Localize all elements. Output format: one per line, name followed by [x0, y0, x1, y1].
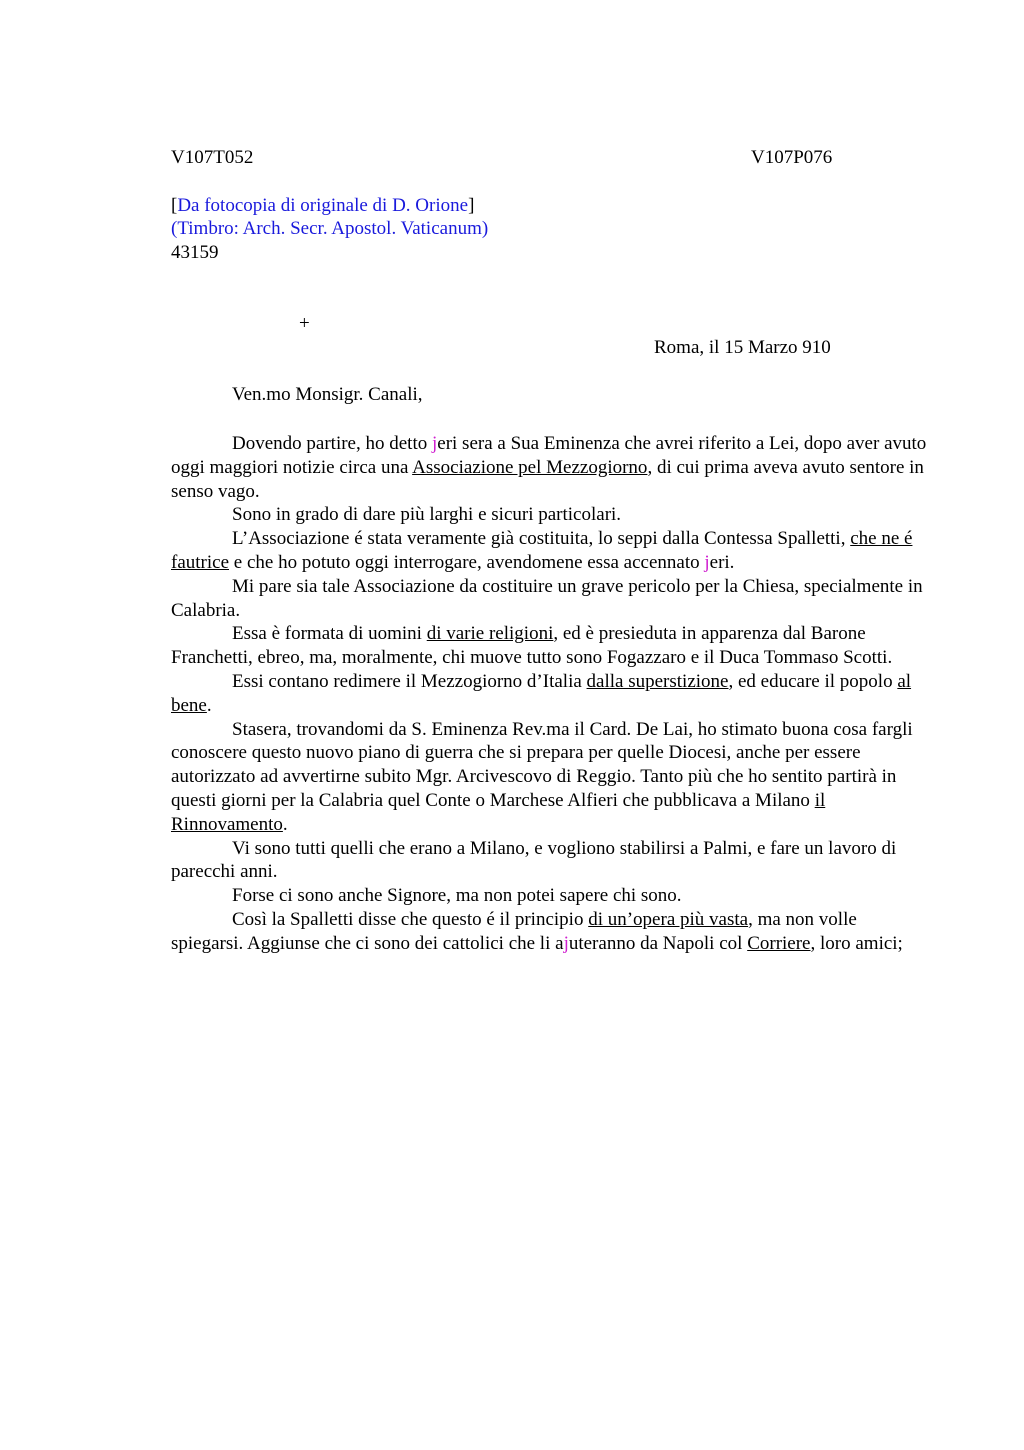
underlined-phrase: Corriere — [747, 932, 811, 954]
paragraph-6: Essi contano redimere il Mezzogiorno d’Italia dalla superstizione, ed educare il popolo al bene. — [171, 670, 912, 716]
archive-number: 43159 — [171, 242, 219, 263]
underlined-phrase: di un’opera più vasta — [588, 908, 749, 930]
cross-symbol: + — [299, 313, 310, 334]
letter-body — [171, 432, 927, 956]
document-reference-left: V107T052 — [171, 147, 254, 168]
stamp-note: (Timbro: Arch. Secr. Apostol. Vaticanum) — [171, 218, 489, 239]
source-note — [171, 195, 474, 217]
source-note-open-bracket: [ — [171, 195, 178, 216]
underlined-phrase: Associazione pel Mezzogiorno — [412, 456, 648, 478]
paragraph-2: Sono in grado di dare più larghi e sicuri particolari. — [232, 504, 622, 526]
underlined-phrase: dalla superstizione — [586, 670, 729, 692]
paragraph-4: Mi pare sia tale Associazione da costituire un grave pericolo per la Chiesa, specialmente in Calabria. — [171, 575, 923, 621]
paragraph-3: L’Associazione é stata veramente già costituita, lo seppi dalla Contessa Spalletti, che ne é fautrice e che ho potuto oggi interrogare, avendomene essa accennato jeri. — [171, 528, 913, 573]
variant-letter: j — [431, 433, 438, 454]
paragraph-8: Vi sono tutti quelli che erano a Milano, e vogliono stabilirsi a Palmi, e fare un lavoro di parecchi anni. — [171, 837, 897, 883]
date-line: Roma, il 15 Marzo 910 — [654, 337, 831, 358]
paragraph-9: Forse ci sono anche Signore, ma non potei sapere chi sono. — [232, 885, 682, 907]
paragraph-5: Essa è formata di uomini di varie religioni, ed è presieduta in apparenza dal Barone Franchetti, ebreo, ma, moralmente, chi muove tutto sono Fogazzaro e il Duca Tommaso Scotti. — [171, 623, 893, 669]
underlined-phrase: di varie religioni — [426, 623, 554, 645]
underlined-phrase: il Rinnovamento — [171, 789, 826, 835]
underlined-phrase: che ne é fautrice — [171, 528, 913, 573]
source-note-close-bracket: ] — [468, 195, 475, 216]
salutation: Ven.mo Monsigr. Canali, — [232, 384, 423, 405]
underlined-phrase: al bene — [171, 670, 912, 716]
paragraph-10: Così la Spalletti disse che questo é il principio di un’opera più vasta, ma non volle spiegarsi. Aggiunse che ci sono dei cattolici che li ajuteranno da Napoli col Corriere, loro amici; — [171, 908, 903, 954]
paragraph-1: Dovendo partire, ho detto jeri sera a Sua Eminenza che avrei riferito a Lei, dopo aver avuto oggi maggiori notizie circa una Associazione pel Mezzogiorno, di cui prima aveva avuto sentore in senso vago. — [171, 433, 927, 502]
document-reference-right: V107P076 — [751, 147, 833, 168]
variant-letter: j — [563, 932, 569, 954]
paragraph-7: Stasera, trovandomi da S. Eminenza Rev.ma il Card. De Lai, ho stimato buona cosa fargli conoscere questo nuovo piano di guerra che si prepara per quelle Diocesi, anche per essere autorizzato ad avvertirne subito Mgr. Arcivescovo di Reggio. Tanto più che ho sentito partirà in questi giorni per la Calabria quel Conte o Marchese Alfieri che pubblicava a Milano il Rinnovamento. — [171, 718, 913, 835]
source-note-text: Da fotocopia di originale di D. Orione — [177, 195, 469, 216]
variant-letter: j — [704, 551, 710, 573]
